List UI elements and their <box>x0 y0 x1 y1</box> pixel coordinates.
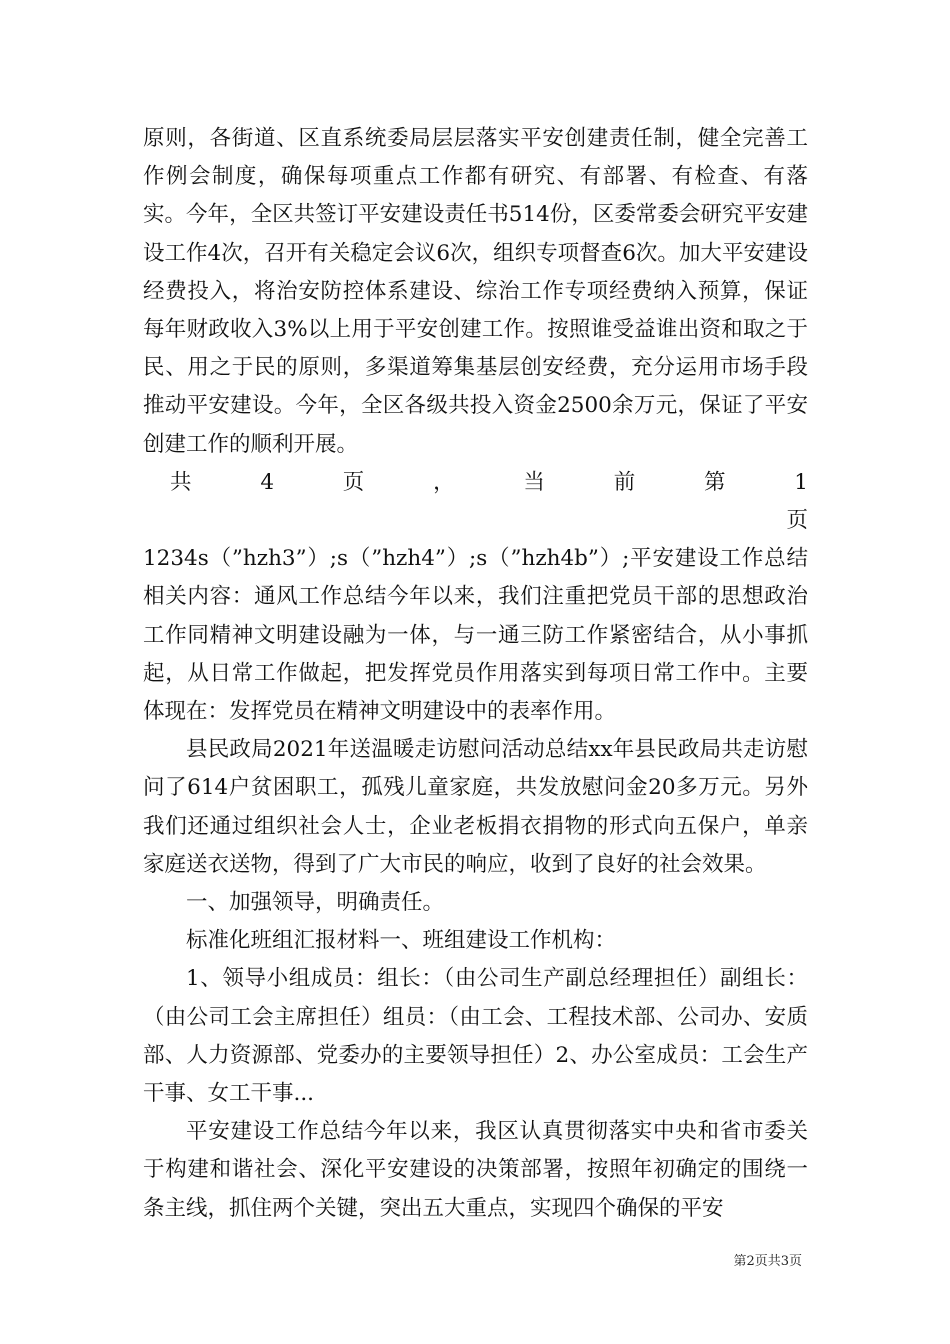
paragraph-civil-affairs: 县民政局2021年送温暖走访慰问活动总结xx年县民政局共走访慰问了614户贫困职工，孤残儿童家庭，共发放慰问金20多万元。另外我们还通过组织社会人士，企业老板捐衣捐物的形式向五保户，单亲家庭送衣送物，得到了广大市民的响应，收到了良好的社会效果。 <box>143 737 808 877</box>
heading-team-standardization: 标准化班组汇报材料一、班组建设工作机构： <box>186 928 617 954</box>
inline-page-counter: 共4页，当前第1页 <box>170 469 877 534</box>
paragraph-safety-principle: 原则，各街道、区直系统委局层层落实平安创建责任制，健全完善工作例会制度，确保每项重点工作都有研究、有部署、有检查、有落实。今年，全区共签订平安建设责任书514份，区委常委会研究平安建设工作4次，召开有关稳定会议6次，组织专项督查6次。加大平安建设经费投入，将治安防控体系建设、综治工作专项经费纳入预算，保证每年财政收入3%以上用于平安创建工作。按照谁受益谁出资和取之于民、用之于民的原则，多渠道筹集基层创安经费，充分运用市场手段推动平安建设。今年，全区各级共投入资金2500余万元，保证了平安创建工作的顺利开展。 <box>143 126 808 457</box>
page-footer: 第2页共3页 <box>733 1254 802 1269</box>
paragraph-ventilation-summary: 1234s（”hzh3”）;s（”hzh4”）;s（”hzh4b”）;平安建设工作总结相关内容：通风工作总结今年以来，我们注重把党员干部的思想政治工作同精神文明建设融为一体，与一通三防工作紧密结合，从小事抓起，从日常工作做起，把发挥党员作用落实到每项日常工作中。主要体现在：发挥党员在精神文明建设中的表率作用。 <box>143 546 808 725</box>
paragraph-leadership-group: 1、领导小组成员：组长：（由公司生产副总经理担任）副组长：（由公司工会主席担任）组员：（由工会、工程技术部、公司办、安质部、人力资源部、党委办的主要领导担任）2、办公室成员：工会生产干事、女工干事... <box>143 966 808 1107</box>
heading-strengthen-leadership: 一、加强领导，明确责任。 <box>186 890 445 916</box>
paragraph-safety-summary: 平安建设工作总结今年以来，我区认真贯彻落实中央和省市委关于构建和谐社会、深化平安建设的决策部署，按照年初确定的围绕一条主线，抓住两个关键，突出五大重点，实现四个确保的平安 <box>143 1119 808 1221</box>
document-body <box>143 120 877 1228</box>
